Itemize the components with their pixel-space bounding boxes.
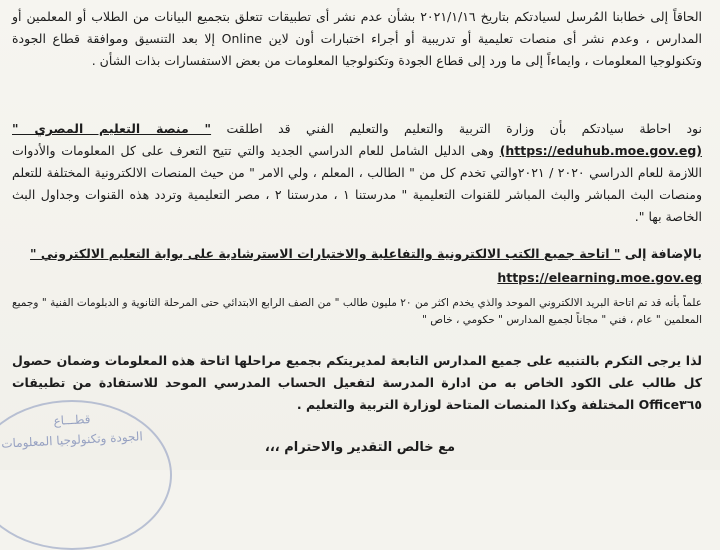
paragraph-elearning (12, 243, 702, 289)
elearning-intro: بالإضافة إلى (624, 246, 702, 261)
announcement-intro: نود احاطة سيادتكم بأن وزارة التربية والتعليم والتعليم الفني قد اطلقت (226, 121, 702, 136)
closing-salutation: مع خالص التقدير والاحترام ،،، (264, 440, 456, 455)
stamp-line-sector: قطـــاع (53, 412, 91, 428)
email-notice-text: علماً بأنه قد تم اتاحة البريد الالكتروني الموحد والذي يخدم اكثر من ٢٠ مليون طالب " من الصف الرابع الابتدائي حتى المرحلة الثانوية و الدبلومات الفنية " وجميع المعلمين " عام ، فني " مجاناً لجميع المدارس " حكومي ، خاص " (12, 297, 702, 326)
paragraph-email (12, 295, 702, 329)
paragraph-reference-text: الحاقاً إلى خطابنا المُرسل لسيادتكم بتاريخ ٢٠٢١/١/١٦ بشأن عدم نشر أى تطبيقات تتعلق بتجميع البيانات من الطلاب أو المعلمين أو المدارس ، وعدم نشر أى منصات تعليمية أو تدريبية أو أجراء اختبارات أون لاين Online إلا بعد التنسيق وموافقة قطاع الجودة وتكنولوجيا المعلومات ، وايماءاً إلى ما ورد إلى قطاع الجودة وتكنولوجيا المعلومات من بعض الاستفسارات بذات الشأن . (12, 9, 702, 68)
platform-name: " منصة التعليم المصري " (12, 121, 212, 136)
paragraph-reference (12, 6, 702, 72)
paragraph-request (12, 350, 702, 416)
request-text: لذا يرجى التكرم بالتنبيه على جميع المدارس التابعة لمديريتكم بجميع مراحلها اتاحة هذه المعلومات وضمان حصول كل طالب على الكود الخاص به من ادارة المدرسة لتفعيل الحساب المدرسي الموحد للاستفادة من تطبيقات Office٣٦٥ المختلفة وكذا المنصات المتاحة لوزارة التربية والتعليم . (12, 353, 702, 412)
elearning-link[interactable]: https://elearning.moe.gov.eg (497, 270, 702, 285)
eduhub-link[interactable]: (https://eduhub.moe.gov.eg) (499, 143, 702, 158)
paragraph-platform-announcement (12, 118, 702, 228)
announcement-details: وهى الدليل الشامل للعام الدراسي الجديد والتي تتيح التعرف على كل المعلومات والأدوات اللازمة للعام الدراسي ٢٠٢٠ / ٢٠٢١والتي تخدم كل من " الطالب ، المعلم ، ولي الامر " من حيث المنصات الالكترونية المختلفة للتعلم ومنصات البث المباشر والبث المباشر للقنوات التعليمية " مدرستنا ١ ، مدرستنا ٢ ، مصر التعليمية وتردد هذه القنوات وجداول البث الخاصة بها ". (12, 143, 703, 224)
stamp-line-department: الجودة وتكنولوجيا المعلومات (0, 429, 144, 451)
sector-stamp (0, 400, 172, 550)
elearning-statement: " اتاحة جميع الكتب الالكترونية والتفاعلية والاختبارات الاسترشادية على بوابة التعليم الالكتروني " (30, 246, 621, 261)
